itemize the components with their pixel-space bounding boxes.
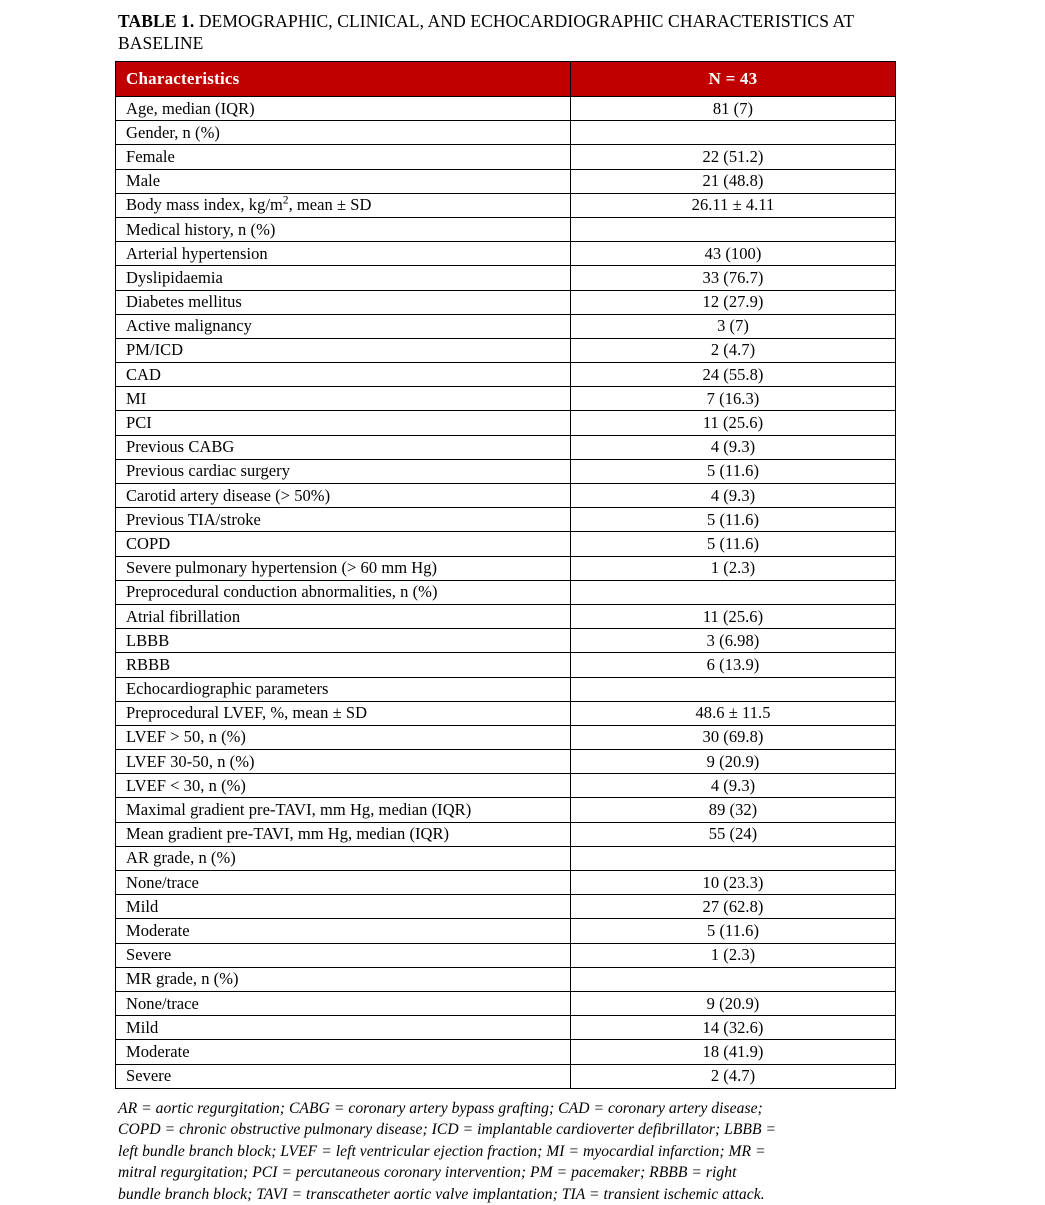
cell-value: 9 (20.9) xyxy=(571,750,896,774)
cell-characteristic: Previous TIA/stroke xyxy=(116,508,571,532)
cell-value: 10 (23.3) xyxy=(571,871,896,895)
table-row xyxy=(116,629,896,653)
cell-characteristic: PCI xyxy=(116,411,571,435)
cell-value: 22 (51.2) xyxy=(571,145,896,169)
cell-value: 1 (2.3) xyxy=(571,556,896,580)
cell-characteristic: Severe pulmonary hypertension (> 60 mm Hg) xyxy=(116,556,571,580)
footnote-line: COPD = chronic obstructive pulmonary disease; ICD = implantable cardioverter defibrillator; LBBB = xyxy=(118,1121,777,1139)
cell-value: 5 (11.6) xyxy=(571,919,896,943)
cell-characteristic: LVEF 30-50, n (%) xyxy=(116,750,571,774)
cell-characteristic: Atrial fibrillation xyxy=(116,604,571,628)
cell-value xyxy=(571,677,896,701)
cell-characteristic: None/trace xyxy=(116,991,571,1015)
table-row xyxy=(116,943,896,967)
cell-value: 48.6 ± 11.5 xyxy=(571,701,896,725)
table-row xyxy=(116,508,896,532)
cell-characteristic: Diabetes mellitus xyxy=(116,290,571,314)
table-row xyxy=(116,314,896,338)
footnote-line: left bundle branch block; LVEF = left ventricular ejection fraction; MI = myocardial infarction; MR = xyxy=(118,1142,766,1160)
table-head xyxy=(116,62,896,97)
cell-characteristic: Maximal gradient pre-TAVI, mm Hg, median (IQR) xyxy=(116,798,571,822)
footnote-line: AR = aortic regurgitation; CABG = coronary artery bypass grafting; CAD = coronary artery disease; xyxy=(118,1099,763,1117)
cell-characteristic: AR grade, n (%) xyxy=(116,846,571,870)
cell-value xyxy=(571,967,896,991)
cell-characteristic: Active malignancy xyxy=(116,314,571,338)
cell-characteristic: LBBB xyxy=(116,629,571,653)
cell-characteristic: LVEF < 30, n (%) xyxy=(116,774,571,798)
cell-characteristic: Severe xyxy=(116,1064,571,1088)
cell-characteristic: MI xyxy=(116,387,571,411)
cell-value: 3 (7) xyxy=(571,314,896,338)
cell-characteristic: Gender, n (%) xyxy=(116,121,571,145)
table-row xyxy=(116,750,896,774)
cell-characteristic: Arterial hypertension xyxy=(116,242,571,266)
table-row xyxy=(116,459,896,483)
cell-characteristic: Previous cardiac surgery xyxy=(116,459,571,483)
table-row xyxy=(116,435,896,459)
table-row xyxy=(116,169,896,193)
table-row xyxy=(116,774,896,798)
cell-characteristic: Severe xyxy=(116,943,571,967)
cell-value: 4 (9.3) xyxy=(571,435,896,459)
table-row xyxy=(116,411,896,435)
cell-value: 89 (32) xyxy=(571,798,896,822)
cell-value: 33 (76.7) xyxy=(571,266,896,290)
cell-value: 30 (69.8) xyxy=(571,725,896,749)
cell-characteristic: LVEF > 50, n (%) xyxy=(116,725,571,749)
table-row xyxy=(116,484,896,508)
table-row xyxy=(116,895,896,919)
cell-value: 7 (16.3) xyxy=(571,387,896,411)
cell-characteristic: CAD xyxy=(116,363,571,387)
cell-value: 5 (11.6) xyxy=(571,459,896,483)
cell-characteristic: Moderate xyxy=(116,1040,571,1064)
table-row xyxy=(116,1040,896,1064)
cell-characteristic: Mild xyxy=(116,1016,571,1040)
table-row xyxy=(116,556,896,580)
baseline-characteristics-table xyxy=(115,61,896,1089)
table-row xyxy=(116,97,896,121)
cell-value: 11 (25.6) xyxy=(571,604,896,628)
table-row xyxy=(116,266,896,290)
cell-value xyxy=(571,217,896,241)
cell-characteristic: Moderate xyxy=(116,919,571,943)
column-header-n: N = 43 xyxy=(571,62,896,97)
cell-characteristic: Body mass index, $kg/m^2$, mean ± SD xyxy=(116,193,571,217)
cell-value: 11 (25.6) xyxy=(571,411,896,435)
table-row xyxy=(116,677,896,701)
column-header-characteristics: Characteristics xyxy=(116,62,571,97)
table-row xyxy=(116,1016,896,1040)
table-row xyxy=(116,991,896,1015)
table-row xyxy=(116,387,896,411)
table-row xyxy=(116,653,896,677)
cell-characteristic: Medical history, n (%) xyxy=(116,217,571,241)
cell-value: 2 (4.7) xyxy=(571,338,896,362)
cell-value: 27 (62.8) xyxy=(571,895,896,919)
table-row xyxy=(116,604,896,628)
cell-value: 43 (100) xyxy=(571,242,896,266)
cell-characteristic: Carotid artery disease (> 50%) xyxy=(116,484,571,508)
table-row xyxy=(116,121,896,145)
cell-characteristic: Mean gradient pre-TAVI, mm Hg, median (IQR) xyxy=(116,822,571,846)
cell-value: 2 (4.7) xyxy=(571,1064,896,1088)
cell-value: 4 (9.3) xyxy=(571,484,896,508)
table-row xyxy=(116,217,896,241)
cell-characteristic: Age, median (IQR) xyxy=(116,97,571,121)
cell-characteristic: None/trace xyxy=(116,871,571,895)
cell-characteristic: Male xyxy=(116,169,571,193)
table-row xyxy=(116,967,896,991)
cell-value: 18 (41.9) xyxy=(571,1040,896,1064)
cell-characteristic: Dyslipidaemia xyxy=(116,266,571,290)
cell-value: 14 (32.6) xyxy=(571,1016,896,1040)
table-row xyxy=(116,701,896,725)
cell-value: 6 (13.9) xyxy=(571,653,896,677)
cell-characteristic: RBBB xyxy=(116,653,571,677)
table-title-text: DEMOGRAPHIC, CLINICAL, AND ECHOCARDIOGRAPHIC CHARACTERISTICS AT BASELINE xyxy=(118,11,854,53)
table-row xyxy=(116,822,896,846)
table-row xyxy=(116,919,896,943)
cell-value: 4 (9.3) xyxy=(571,774,896,798)
table-row xyxy=(116,290,896,314)
cell-value: 55 (24) xyxy=(571,822,896,846)
table-row xyxy=(116,145,896,169)
cell-characteristic: Previous CABG xyxy=(116,435,571,459)
cell-value: 1 (2.3) xyxy=(571,943,896,967)
table-row xyxy=(116,580,896,604)
cell-value: 3 (6.98) xyxy=(571,629,896,653)
cell-value: 24 (55.8) xyxy=(571,363,896,387)
cell-characteristic: PM/ICD xyxy=(116,338,571,362)
table-caption xyxy=(118,10,896,54)
cell-characteristic: Echocardiographic parameters xyxy=(116,677,571,701)
table-row xyxy=(116,798,896,822)
table-header-row xyxy=(116,62,896,97)
cell-value: 21 (48.8) xyxy=(571,169,896,193)
cell-value: 12 (27.9) xyxy=(571,290,896,314)
table-number-label: TABLE 1. xyxy=(118,11,195,31)
table-row xyxy=(116,1064,896,1088)
cell-value: 81 (7) xyxy=(571,97,896,121)
table-row xyxy=(116,871,896,895)
cell-value xyxy=(571,846,896,870)
cell-value: 5 (11.6) xyxy=(571,532,896,556)
cell-characteristic: Female xyxy=(116,145,571,169)
footnote-line: bundle branch block; TAVI = transcatheter aortic valve implantation; TIA = transient ischemic attack. xyxy=(118,1185,765,1203)
table-row xyxy=(116,846,896,870)
table-footnote xyxy=(118,1098,908,1205)
cell-characteristic: Preprocedural conduction abnormalities, n (%) xyxy=(116,580,571,604)
table-row xyxy=(116,193,896,217)
cell-value: 5 (11.6) xyxy=(571,508,896,532)
cell-characteristic: MR grade, n (%) xyxy=(116,967,571,991)
cell-characteristic: Mild xyxy=(116,895,571,919)
footnote-line: mitral regurgitation; PCI = percutaneous coronary intervention; PM = pacemaker; RBBB = right xyxy=(118,1164,737,1182)
cell-value: 9 (20.9) xyxy=(571,991,896,1015)
table-row xyxy=(116,725,896,749)
cell-value xyxy=(571,121,896,145)
cell-characteristic: COPD xyxy=(116,532,571,556)
cell-value xyxy=(571,580,896,604)
table-row xyxy=(116,532,896,556)
table-body xyxy=(116,97,896,1089)
cell-characteristic: Preprocedural LVEF, %, mean ± SD xyxy=(116,701,571,725)
table-row xyxy=(116,338,896,362)
cell-value: 26.11 ± 4.11 xyxy=(571,193,896,217)
table-row xyxy=(116,242,896,266)
table-row xyxy=(116,363,896,387)
